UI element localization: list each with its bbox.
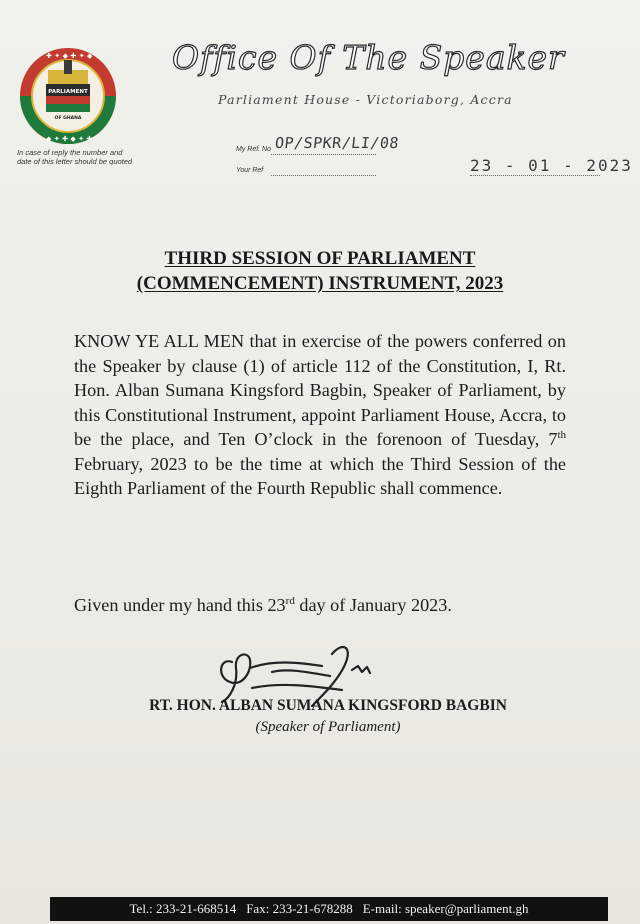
given-superscript: rd	[285, 594, 295, 607]
given-under-hand-line	[74, 595, 574, 616]
signatory-name: RT. HON. ALBAN SUMANA KINGSFORD BAGBIN	[149, 697, 507, 714]
contact-footer	[50, 897, 608, 921]
your-ref-line	[271, 175, 376, 176]
parliament-seal-logo	[18, 46, 118, 146]
my-ref-label: My Ref. No	[236, 146, 272, 153]
body-superscript: th	[557, 428, 566, 441]
svg-text:◆ ✦ ✚ ◆ ✦ ✚: ◆ ✦ ✚ ◆ ✦ ✚	[46, 135, 93, 143]
instrument-body	[74, 329, 566, 501]
office-address: Parliament House - Victoriaborg, Accra	[218, 92, 513, 107]
my-ref-handwritten: OP/SPKR/LI/08	[274, 134, 400, 152]
letter-date-handwritten: 23 - 01 - 2023	[470, 156, 633, 175]
your-ref-label: Your Ref	[236, 167, 264, 174]
date-line	[470, 175, 600, 176]
signatory-role: (Speaker of Parliament)	[255, 719, 401, 735]
given-text-part-1: Given under my hand this 23	[74, 595, 286, 615]
instrument-heading	[70, 246, 570, 296]
body-text-part-2: February, 2023 to be the time at which the Third Session of the Eighth Parliament of the Fourth Republic shall commence.	[74, 453, 566, 498]
svg-text:OF GHANA: OF GHANA	[54, 116, 82, 121]
given-text-part-2: day of January 2023.	[294, 595, 452, 615]
my-ref-line	[271, 154, 376, 155]
footer-telephone: Tel.: 233-21-668514	[129, 901, 237, 916]
footer-fax: Fax: 233-21-678288	[246, 901, 353, 916]
svg-text:✚ ✦ ◆ ✚ ✦ ◆: ✚ ✦ ◆ ✚ ✦ ◆	[46, 52, 93, 60]
office-title: Office Of The Speaker	[172, 38, 565, 77]
body-text-part-1: KNOW YE ALL MEN that in exercise of the powers conferred on the Speaker by clause (1) of article 112 of the Constitution, I, Rt. Hon. Alban Sumana Kingsford Bagbin, Speaker of Parliament, by this Constitutional Instrument, appoint Parliament House, Accra, to be the place, and Ten O’clock in the forenoon of Tuesday, 7	[74, 331, 566, 449]
heading-line-1: THIRD SESSION OF PARLIAMENT	[164, 248, 476, 269]
reply-reference-note: In case of reply the number and date of this letter should be quoted	[17, 148, 133, 166]
heading-line-2: (COMMENCEMENT) INSTRUMENT, 2023	[136, 273, 504, 294]
footer-email: E-mail: speaker@parliament.gh	[362, 901, 529, 916]
svg-text:PARLIAMENT: PARLIAMENT	[48, 89, 88, 95]
